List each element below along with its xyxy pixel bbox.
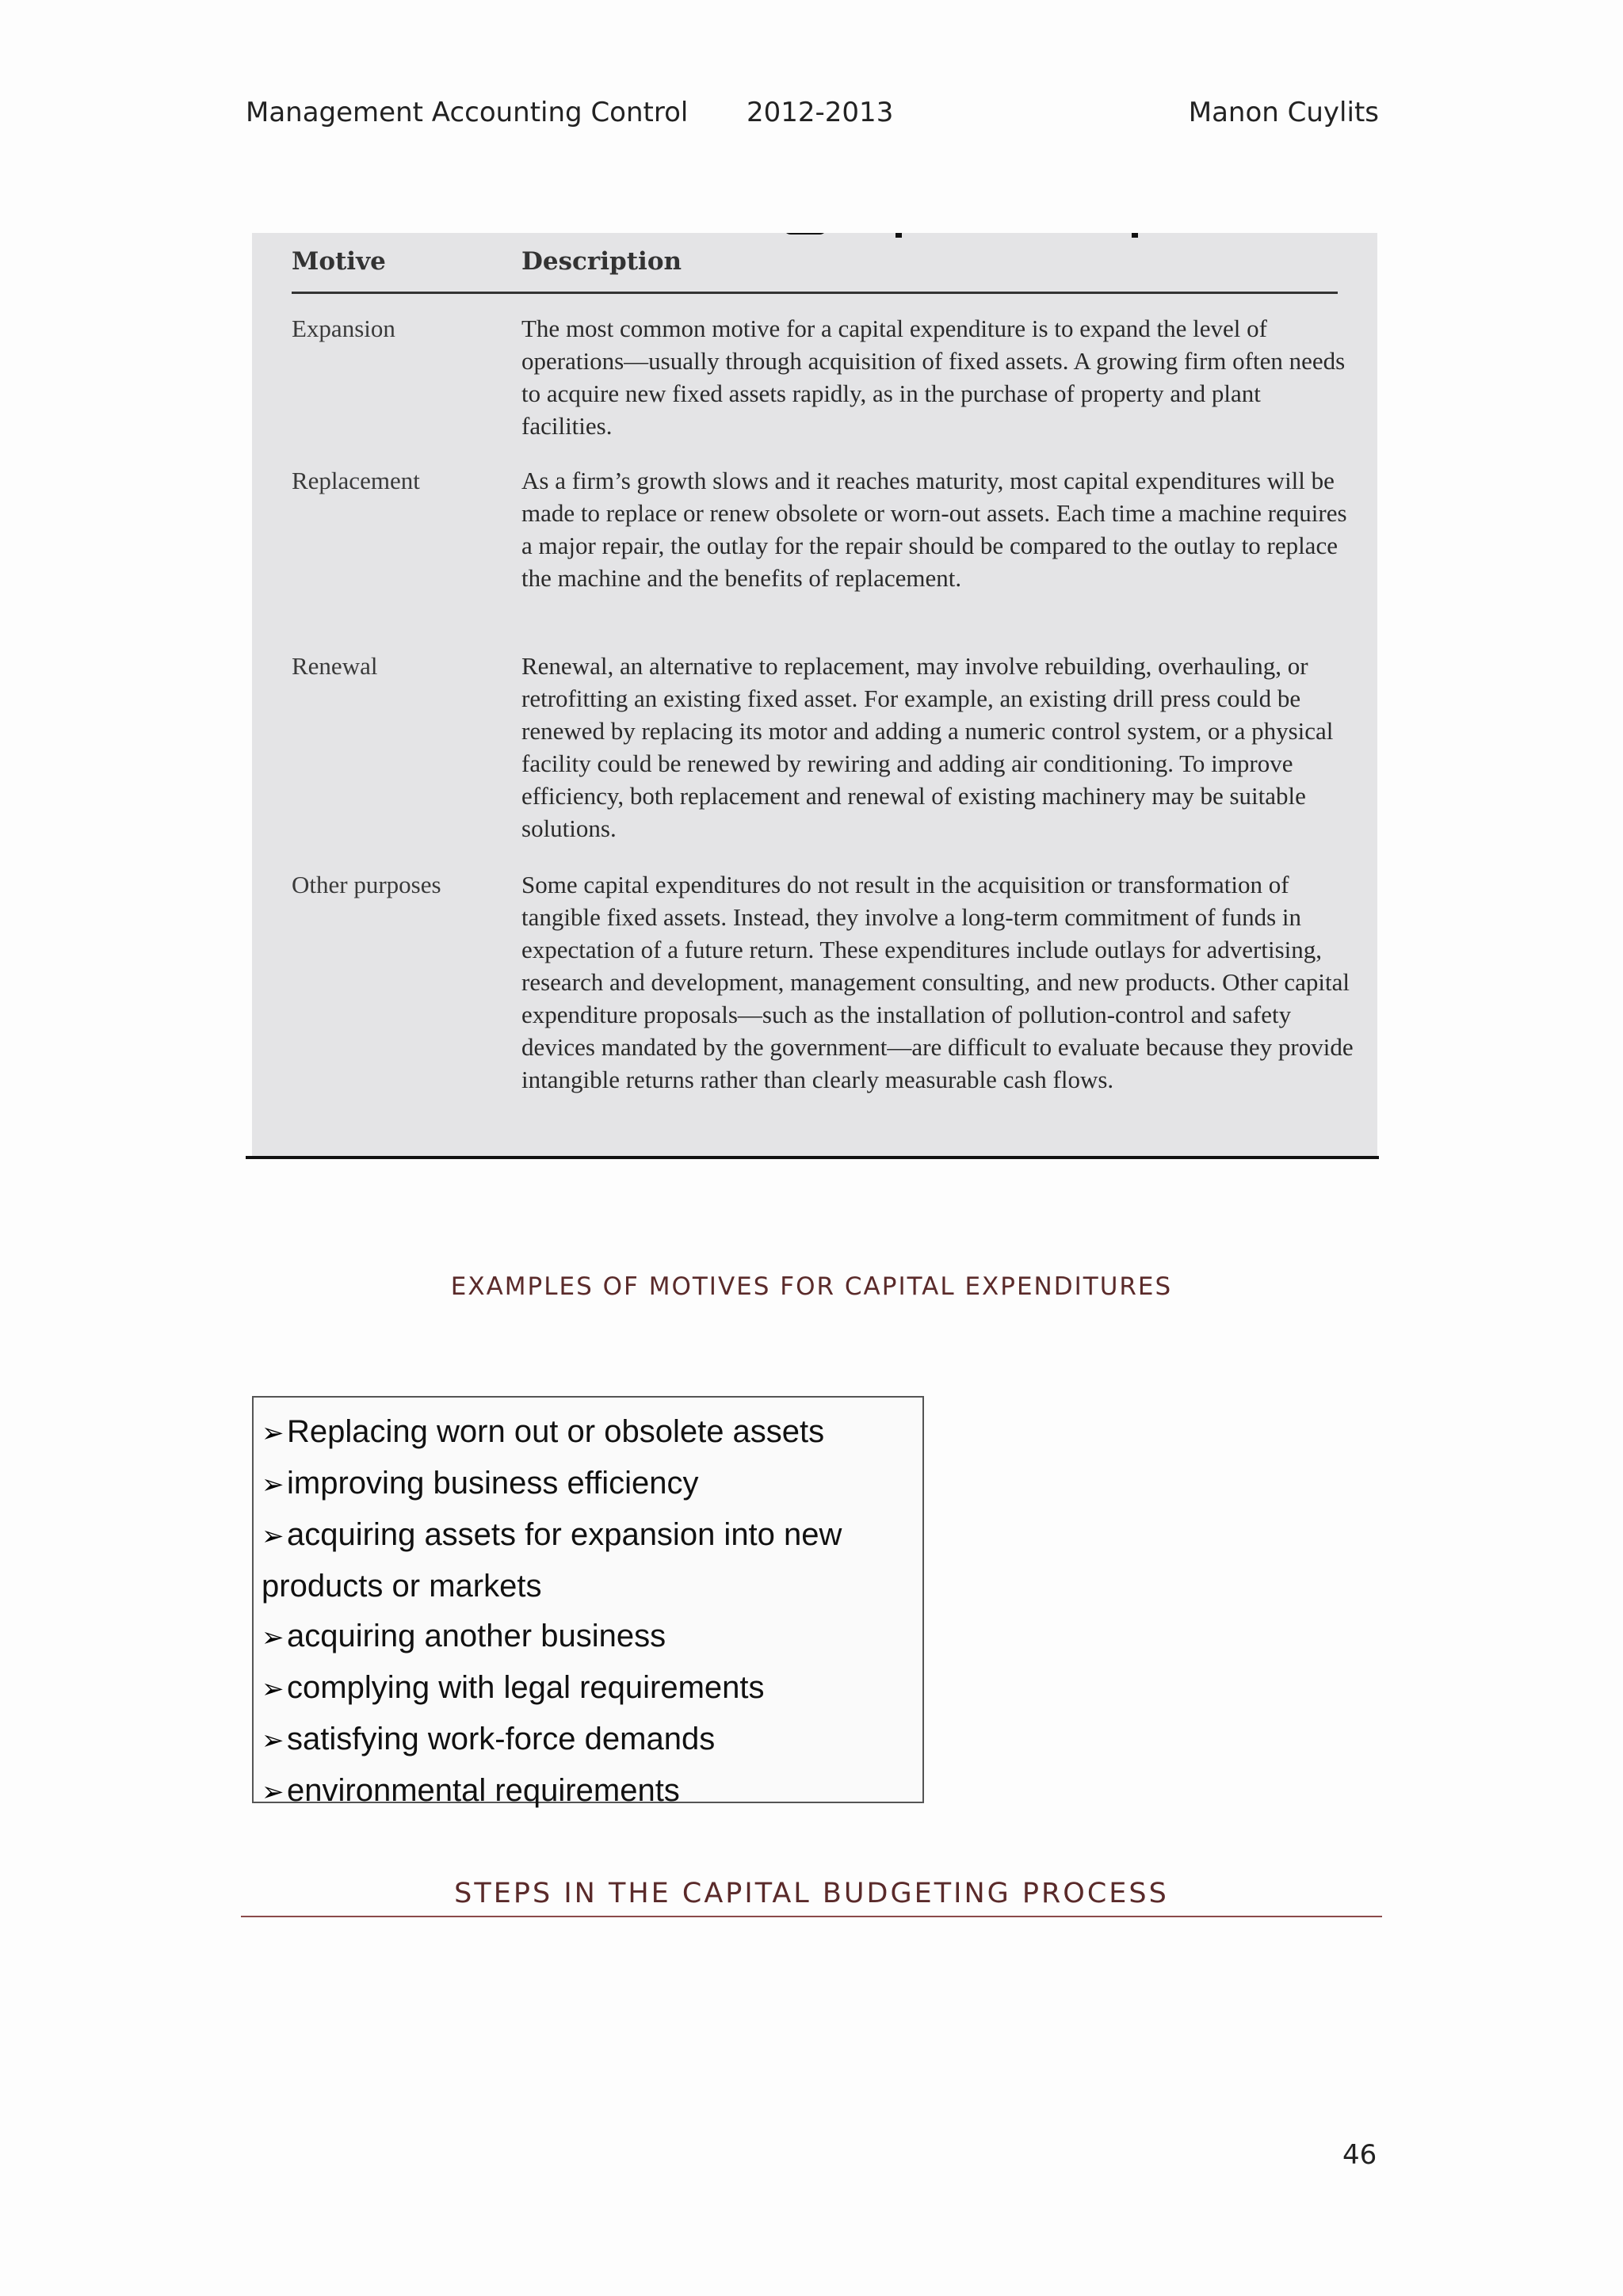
description-cell: The most common motive for a capital expenditure is to expand the level of operations—usually through acquisition of fixed assets. A growing firm often needs to acquire new fixed assets rapidly, as in the purchase of property and plant facilities. bbox=[521, 315, 1346, 440]
header-course-title: Management Accounting Control bbox=[246, 97, 689, 128]
caption-examples-of-motives: EXAMPLES OF MOTIVES FOR CAPITAL EXPENDITURES bbox=[450, 1272, 1173, 1301]
column-header-description: Description bbox=[521, 247, 682, 276]
page-header bbox=[246, 97, 1379, 136]
header-author: Manon Cuylits bbox=[1188, 97, 1379, 128]
list-item: ➢Replacing worn out or obsolete assets bbox=[262, 1407, 915, 1459]
table-bottom-rule bbox=[246, 1156, 1379, 1159]
motive-cell: Expansion bbox=[292, 315, 395, 342]
reasons-list bbox=[262, 1407, 915, 1817]
page-number: 46 bbox=[1342, 2139, 1377, 2171]
section-heading-rule bbox=[241, 1916, 1382, 1917]
list-item: ➢acquiring another business bbox=[262, 1611, 915, 1663]
column-header-motive: Motive bbox=[292, 247, 386, 276]
list-item: ➢environmental requirements bbox=[262, 1766, 915, 1817]
arrow-bullet-icon: ➢ bbox=[262, 1470, 285, 1500]
description-cell: Some capital expenditures do not result in the acquisition or transformation of tangible fixed assets. Instead, they involve a long-term commitment of funds in expectation of a future return. These expenditures include outlays for advertising, research and development, management consulting, and new products. Other capital expenditure proposals—such as the installation of pollution-control and safety devices mandated by the government—are difficult to evaluate because they provide intangible returns rather than clearly measurable cash flows. bbox=[521, 871, 1354, 1093]
arrow-bullet-icon: ➢ bbox=[262, 1777, 285, 1807]
list-item: ➢acquiring assets for expansion into new bbox=[262, 1510, 915, 1562]
motive-cell: Other purposes bbox=[292, 871, 441, 898]
section-heading-capital-budgeting-steps: STEPS IN THE CAPITAL BUDGETING PROCESS bbox=[454, 1878, 1169, 1909]
motives-table-image bbox=[252, 233, 1377, 1158]
table-header-rule bbox=[292, 292, 1338, 294]
arrow-bullet-icon: ➢ bbox=[262, 1418, 285, 1448]
list-item: ➢satisfying work-force demands bbox=[262, 1714, 915, 1766]
description-cell: Renewal, an alternative to replacement, may involve rebuilding, overhauling, or retrofitting an existing fixed asset. For example, an existing drill press could be renewed by replacing its motor and adding a numeric control system, or a physical facility could be renewed by rewiring and adding air conditioning. To improve efficiency, both replacement and renewal of existing machinery may be suitable solutions. bbox=[521, 652, 1334, 842]
list-item-continuation: products or markets bbox=[262, 1569, 542, 1604]
motive-cell: Renewal bbox=[292, 652, 378, 680]
arrow-bullet-icon: ➢ bbox=[262, 1674, 285, 1704]
arrow-bullet-icon: ➢ bbox=[262, 1623, 285, 1653]
table-header-row bbox=[292, 247, 1338, 288]
header-year: 2012-2013 bbox=[747, 97, 894, 128]
reasons-list-box bbox=[252, 1396, 924, 1808]
arrow-bullet-icon: ➢ bbox=[262, 1726, 285, 1756]
cropped-heading-fragment bbox=[252, 233, 1377, 247]
description-cell: As a firm’s growth slows and it reaches maturity, most capital expenditures will be made to replace or renew obsolete or worn-out assets. Each time a machine requires a major repair, the outlay for the repair should be compared to the outlay to replace the machine and the benefits of replacement. bbox=[521, 467, 1347, 592]
list-item: ➢complying with legal requirements bbox=[262, 1663, 915, 1714]
arrow-bullet-icon: ➢ bbox=[262, 1521, 285, 1551]
list-item: ➢improving business efficiency bbox=[262, 1459, 915, 1510]
motive-cell: Replacement bbox=[292, 467, 420, 494]
